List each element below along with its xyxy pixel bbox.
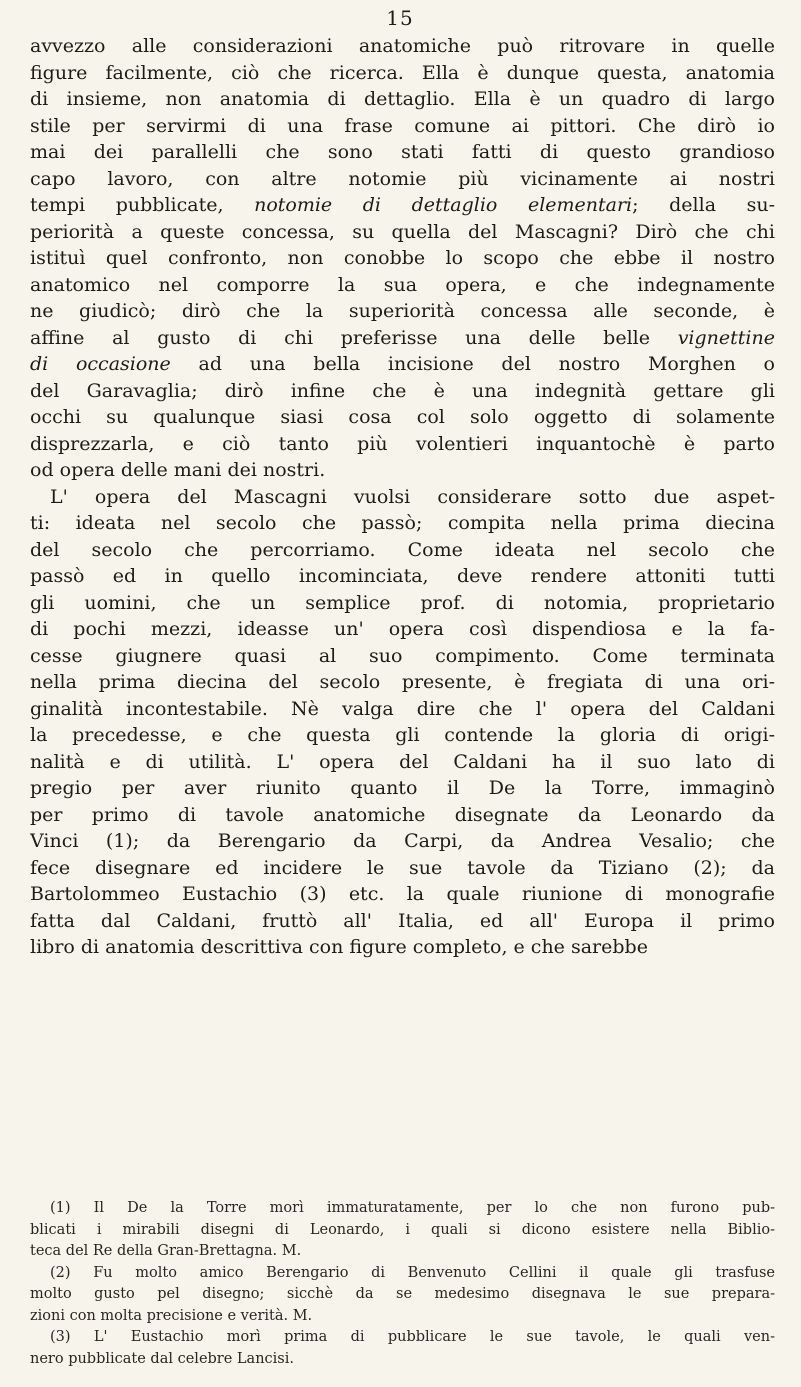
text-run: Bartolommeo Eustachio (3) etc. la quale riunione di monografie <box>30 883 775 905</box>
text-run: tempi pubblicate, <box>30 194 255 216</box>
text-line <box>30 749 775 776</box>
text-line <box>30 696 775 723</box>
text-run: occhi su qualunque siasi cosa col solo oggetto di solamente <box>30 406 775 428</box>
text-run: passò ed in quello incominciata, deve rendere attoniti tutti <box>30 565 775 587</box>
text-run: la precedesse, e che questa gli contende la gloria di origi- <box>30 724 775 746</box>
text-run: ne giudicò; dirò che la superiorità concessa alle seconde, è <box>30 300 775 322</box>
text-run: ginalità incontestabile. Nè valga dire che l' opera del Caldani <box>30 697 775 720</box>
text-line <box>30 192 775 219</box>
footnote-line: blicati i mirabili disegni di Leonardo, i quali si dicono esistere nella Biblio- <box>30 1221 775 1238</box>
text-run: libro di anatomia descrittiva con figure completo, e che sarebbe <box>30 936 648 958</box>
text-line <box>30 166 775 193</box>
text-line <box>30 828 775 855</box>
text-line <box>30 802 775 829</box>
text-run: capo lavoro, con altre notomie più vicinamente ai nostri <box>30 167 775 190</box>
text-run: pregio per aver riunito quanto il De la Torre, immaginò <box>30 777 775 799</box>
text-line <box>30 139 775 166</box>
footnote-line: teca del Re della Gran-Brettagna. M. <box>30 1243 302 1259</box>
text-line <box>30 722 775 749</box>
text-run: mai dei parallelli che sono stati fatti di questo grandioso <box>30 141 775 163</box>
text-line <box>30 669 775 696</box>
text-line <box>30 563 775 590</box>
text-run: fece disegnare ed incidere le sue tavole da Tiziano (2); da <box>30 856 775 879</box>
footnotes <box>30 1198 775 1370</box>
text-run: nalità e di utilità. L' opera del Caldani ha il suo lato di <box>30 750 775 773</box>
italic-text: di occasione <box>30 353 171 375</box>
text-line <box>30 298 775 325</box>
text-run: per primo di tavole anatomiche disegnate da Leonardo da <box>30 803 775 826</box>
footnote-line: nero pubblicate dal celebre Lancisi. <box>30 1350 294 1367</box>
text-line <box>30 272 775 299</box>
text-run: disprezzarla, e ciò tanto più volentieri inquantochè è parto <box>30 432 775 455</box>
text-run: od opera delle mani dei nostri. <box>30 459 326 481</box>
text-line <box>30 537 775 564</box>
text-run: del Garavaglia; dirò infine che è una indegnità gettare gli <box>30 379 775 402</box>
text-line <box>30 590 775 617</box>
text-line <box>30 510 775 537</box>
text-run: L' opera del Mascagni vuolsi considerare sotto due aspet- <box>50 485 775 508</box>
footnote-line: (1) Il De la Torre morì immaturatamente, per lo che non furono pub- <box>50 1200 775 1216</box>
text-run: ti: ideata nel secolo che passò; compita nella prima diecina <box>30 512 775 534</box>
text-line <box>30 484 775 511</box>
text-line <box>30 934 775 961</box>
footnote-line: (3) L' Eustachio morì prima di pubblicare le sue tavole, le quali ven- <box>50 1329 775 1345</box>
footnote-line: (2) Fu molto amico Berengario di Benvenuto Cellini il quale gli trasfuse <box>50 1264 775 1281</box>
text-run: ; della su- <box>632 194 775 216</box>
text-line <box>30 113 775 140</box>
text-line <box>30 325 775 352</box>
italic-text: notomie di dettaglio elementari <box>254 194 633 216</box>
text-line <box>30 908 775 935</box>
text-run: fatta dal Caldani, fruttò all' Italia, ed all' Europa il primo <box>30 909 775 932</box>
text-line <box>30 457 775 484</box>
text-run: ad una bella incisione del nostro Morghen o <box>170 353 775 375</box>
text-line <box>30 616 775 643</box>
text-run: nella prima diecina del secolo presente, è fregiata di una ori- <box>30 671 775 693</box>
footnote-line: zioni con molta precisione e verità. M. <box>30 1307 313 1324</box>
text-run: Vinci (1); da Berengario da Carpi, da Andrea Vesalio; che <box>30 830 775 852</box>
text-run: stile per servirmi di una frase comune ai pittori. Che dirò io <box>30 114 775 137</box>
text-run: anatomico nel comporre la sua opera, e che indegnamente <box>30 273 775 296</box>
text-line <box>30 86 775 113</box>
text-line <box>30 855 775 882</box>
footnote-line: molto gusto pel disegno; sicchè da se medesimo disegnava le sue prepara- <box>30 1286 775 1302</box>
text-run: di pochi mezzi, ideasse un' opera così dispendiosa e la fa- <box>30 618 775 640</box>
text-line <box>30 219 775 246</box>
text-run: periorità a queste concessa, su quella del Mascagni? Dirò che chi <box>30 220 775 243</box>
text-line <box>30 378 775 405</box>
text-run: affine al gusto di chi preferisse una delle belle <box>30 326 678 349</box>
text-run: avvezzo alle considerazioni anatomiche può ritrovare in quelle <box>30 35 775 57</box>
italic-text: vignettine <box>677 326 775 349</box>
page-number: 15 <box>386 6 414 30</box>
text-line <box>30 404 775 431</box>
text-line <box>30 881 775 908</box>
text-line <box>30 775 775 802</box>
text-run: del secolo che percorriamo. Come ideata nel secolo che <box>30 538 775 561</box>
text-line <box>30 60 775 87</box>
text-line <box>30 245 775 272</box>
text-line <box>30 351 775 378</box>
body-text <box>30 33 775 961</box>
text-line <box>30 643 775 670</box>
text-line <box>30 431 775 458</box>
text-run: gli uomini, che un semplice prof. di notomia, proprietario <box>30 591 775 614</box>
text-run: istituì quel confronto, non conobbe lo scopo che ebbe il nostro <box>30 247 775 269</box>
text-line <box>30 33 775 60</box>
text-run: di insieme, non anatomia di dettaglio. Ella è un quadro di largo <box>30 88 775 110</box>
text-run: figure facilmente, ciò che ricerca. Ella è dunque questa, anatomia <box>30 61 775 84</box>
text-run: cesse giugnere quasi al suo compimento. Come terminata <box>30 644 775 667</box>
